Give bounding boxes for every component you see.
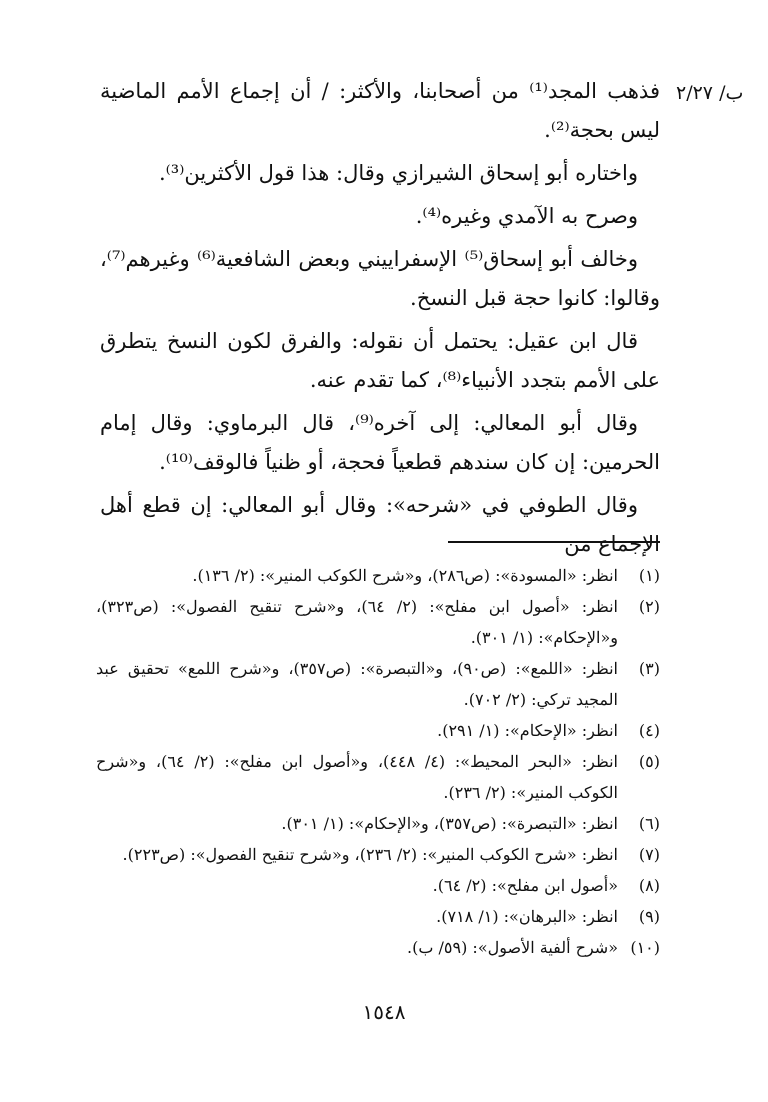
footnote-text: انظر: «شرح الكوكب المنير»: (٢/ ٢٣٦)، و«شرح تنقيح الفصول»: (ص٢٢٣). (122, 845, 618, 864)
footnote-number: (٨) (638, 876, 660, 895)
footnote-7 (96, 839, 660, 870)
footnote-number: (٧) (638, 845, 660, 864)
footnote-number: (٤) (638, 721, 660, 740)
footnote-9 (96, 901, 660, 932)
footnote-6 (96, 808, 660, 839)
footnote-text: «أصول ابن مفلح»: (٢/ ٦٤). (432, 876, 618, 895)
footnote-2 (96, 591, 660, 653)
footnote-3 (96, 653, 660, 715)
paragraph-4: وخالف أبو إسحاق⁽⁵⁾ الإسفراييني وبعض الشافعية⁽⁶⁾ وغيرهم⁽⁷⁾، وقالوا: كانوا حجة قبل النسخ. (100, 247, 660, 310)
footnote-text: انظر: «أصول ابن مفلح»: (٢/ ٦٤)، و«شرح تنقيح الفصول»: (ص٣٢٣)، و«الإحكام»: (١/ ٣٠١). (96, 597, 618, 647)
footnote-10 (96, 932, 660, 963)
footnote-4 (96, 715, 660, 746)
footnote-number: (٣) (638, 659, 660, 678)
footnote-text: انظر: «التبصرة»: (ص٣٥٧)، و«الإحكام»: (١/ ٣٠١). (281, 814, 618, 833)
page-number: ١٥٤٨ (362, 1000, 406, 1024)
footnote-5 (96, 746, 660, 808)
paragraph-6: وقال أبو المعالي: إلى آخره⁽⁹⁾، قال البرماوي: وقال إمام الحرمين: إن كان سندهم قطعياً فحجة، أو ظنياً فالوقف⁽¹⁰⁾. (100, 411, 660, 474)
footnote-text: انظر: «البرهان»: (١/ ٧١٨). (436, 907, 618, 926)
footnote-text: انظر: «البحر المحيط»: (٤/ ٤٤٨)، و«أصول ابن مفلح»: (٢/ ٦٤)، و«شرح الكوكب المنير»: (٢/ ٢٣٦). (96, 752, 618, 802)
footnote-number: (٦) (638, 814, 660, 833)
footnote-number: (١) (638, 566, 660, 585)
footnote-text: انظر: «المسودة»: (ص٢٨٦)، و«شرح الكوكب المنير»: (٢/ ١٣٦). (192, 566, 618, 585)
paragraph-3: وصرح به الآمدي وغيره⁽⁴⁾. (415, 204, 638, 228)
paragraph-5: قال ابن عقيل: يحتمل أن نقوله: والفرق لكون النسخ يتطرق على الأمم بتجدد الأنبياء⁽⁸⁾، كما تقدم عنه. (100, 329, 660, 392)
footnote-text: «شرح ألفية الأصول»: (٥٩/ ب). (407, 938, 618, 957)
paragraph-7: وقال الطوفي في «شرحه»: وقال أبو المعالي: إن قطع أهل الإجماع من (100, 493, 660, 556)
footnote-number: (٢) (638, 597, 660, 616)
footnote-number: (٩) (638, 907, 660, 926)
paragraph-2: واختاره أبو إسحاق الشيرازي وقال: هذا قول الأكثرين⁽³⁾. (158, 161, 638, 185)
footnotes-section (96, 560, 660, 963)
footnote-1 (96, 560, 660, 591)
footnote-number: (٥) (638, 752, 660, 771)
paragraph-1: فذهب المجد⁽¹⁾ من أصحابنا، والأكثر: / أن إجماع الأمم الماضية ليس بحجة⁽²⁾. (100, 79, 660, 142)
footnote-divider (448, 541, 660, 543)
manuscript-folio-reference: ب/ ٢/٢٧ (676, 82, 744, 104)
main-text (100, 72, 660, 568)
footnote-number: (١٠) (630, 938, 660, 957)
footnote-text: انظر: «اللمع»: (ص٩٠)، و«التبصرة»: (ص٣٥٧)، و«شرح اللمع» تحقيق عبد المجيد تركي: (٢/ ٧٠٢). (96, 659, 618, 709)
footnote-text: انظر: «الإحكام»: (١/ ٢٩١). (437, 721, 618, 740)
footnote-8 (96, 870, 660, 901)
